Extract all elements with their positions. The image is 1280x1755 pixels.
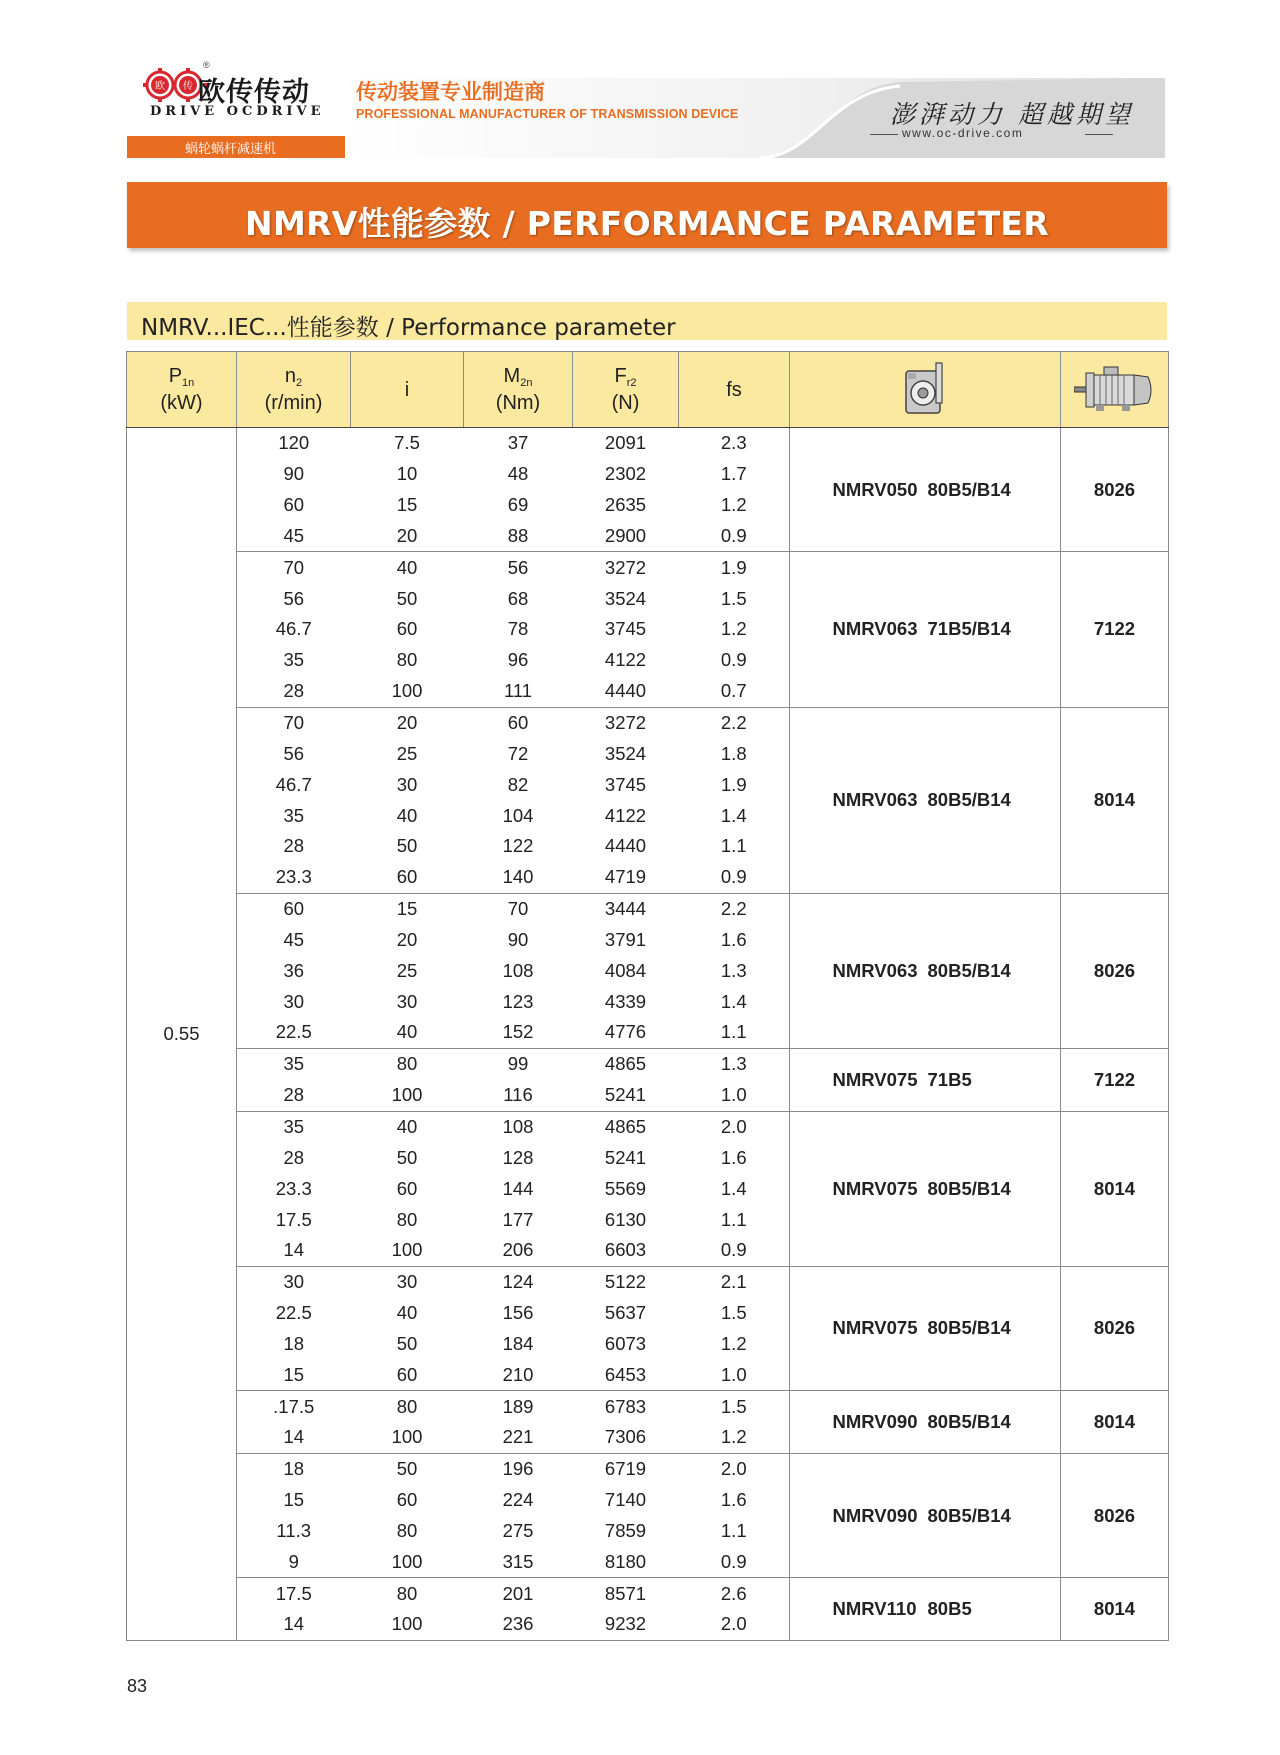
cell-fs: 2.1 (679, 1266, 790, 1297)
cell-fs: 2.0 (679, 1111, 790, 1142)
cell-n2: 35 (237, 645, 351, 676)
cell-fr2: 5122 (573, 1266, 679, 1297)
table-row (127, 707, 1169, 738)
model-name: NMRV063 (832, 618, 918, 640)
cell-m2n: 184 (502, 1332, 534, 1354)
cell-fs: 1.0 (679, 1359, 790, 1390)
model-cell (790, 1453, 1061, 1577)
cell-ratio: 15 (351, 893, 464, 924)
cell-fr2: 8571 (573, 1578, 679, 1609)
cell-fr2: 2900 (604, 524, 647, 546)
cell-ratio: 100 (351, 1609, 464, 1640)
table-row (127, 1578, 1169, 1609)
cell-n2: 28 (237, 1142, 351, 1173)
cell-n2: 46.7 (237, 614, 351, 645)
cell-n2: 30 (237, 986, 351, 1017)
logo-english-name: DRIVE OCDRIVE (150, 104, 325, 119)
cell-ratio: 40 (396, 804, 418, 826)
cell-n2: 30 (237, 1266, 351, 1297)
cell-ratio: 100 (391, 680, 423, 702)
cell-n2: 60 (237, 893, 351, 924)
cell-n2: 28 (237, 831, 351, 862)
cell-n2: 14 (237, 1609, 351, 1640)
cell-fr2: 5241 (604, 1084, 647, 1106)
cell-ratio: 100 (391, 1550, 423, 1572)
cell-m2n: 99 (464, 1048, 573, 1079)
cell-m2n: 224 (502, 1489, 534, 1511)
model-name: NMRV063 (832, 789, 918, 811)
model-flange: 80B5/B14 (927, 1317, 1011, 1339)
cell-ratio: 100 (391, 1426, 423, 1448)
cell-fs: 1.7 (679, 459, 790, 490)
table-row (127, 1266, 1169, 1297)
model-flange: 71B5/B14 (927, 618, 1011, 640)
cell-n2: 120 (237, 428, 351, 459)
cell-fs: 2.3 (679, 428, 790, 459)
cell-m2n: 128 (502, 1146, 534, 1168)
cell-ratio: 20 (351, 707, 464, 738)
header-fs: fs (679, 352, 790, 428)
cell-ratio: 80 (351, 1391, 464, 1422)
cell-n2: 45 (237, 925, 351, 956)
motor-code-cell: 7122 (1061, 552, 1169, 707)
model-flange: 80B5/B14 (927, 789, 1011, 811)
header-fr2: $F_{r2}$ (N) (573, 352, 679, 428)
cell-n2: 36 (237, 955, 351, 986)
power-cell: 0.55 (127, 428, 237, 1641)
cell-ratio: 20 (396, 524, 418, 546)
cell-n2: 28 (237, 1080, 351, 1111)
cell-m2n: 116 (503, 1084, 533, 1106)
cell-ratio: 40 (351, 552, 464, 583)
cell-ratio: 30 (396, 773, 418, 795)
cell-fs: 1.4 (679, 1173, 790, 1204)
section-subtitle: NMRV...IEC...性能参数 / Performance parameter (141, 315, 676, 341)
cell-m2n: 201 (464, 1578, 573, 1609)
cell-fs: 2.0 (679, 1609, 790, 1640)
cell-fr2: 3745 (604, 773, 647, 795)
cell-fs: 1.1 (679, 1017, 790, 1048)
model-name: NMRV050 (832, 478, 918, 500)
model-cell (790, 1266, 1061, 1390)
cell-n2: 70 (237, 707, 351, 738)
cell-fr2: 4122 (604, 649, 647, 671)
worm-gearbox-icon (902, 361, 948, 419)
cell-m2n: 108 (502, 959, 534, 981)
cell-fs: 1.3 (679, 1048, 790, 1079)
model-cell (790, 1111, 1061, 1266)
cell-n2: 18 (237, 1328, 351, 1359)
motor-code-cell: 8026 (1061, 1266, 1169, 1390)
cell-n2: 15 (237, 1485, 351, 1516)
cell-m2n: 96 (507, 649, 529, 671)
cell-fr2: 4339 (604, 990, 647, 1012)
title-band (127, 182, 1167, 248)
website-link[interactable]: www.oc-drive.com (902, 126, 1024, 140)
cell-fs: 1.2 (679, 1422, 790, 1453)
cell-fs: 1.9 (679, 769, 790, 800)
cell-m2n: 70 (464, 893, 573, 924)
model-flange: 80B5/B14 (927, 959, 1011, 981)
tagline-english: PROFESSIONAL MANUFACTURER OF TRANSMISSION DEVICE (356, 107, 739, 121)
cell-ratio: 100 (391, 1239, 423, 1261)
cell-m2n: 275 (502, 1519, 534, 1541)
cell-n2: .17.5 (237, 1391, 351, 1422)
cell-fs: 1.3 (679, 955, 790, 986)
cell-fs: 1.5 (679, 583, 790, 614)
header-ratio: i (351, 352, 464, 428)
cell-ratio: 50 (396, 587, 418, 609)
cell-m2n: 56 (464, 552, 573, 583)
cell-fr2: 4440 (604, 680, 647, 702)
cell-fs: 0.9 (679, 1235, 790, 1266)
cell-fr2: 6603 (604, 1239, 647, 1261)
cell-n2: 45 (237, 521, 351, 552)
cell-ratio: 80 (351, 1048, 464, 1079)
cell-fs: 1.2 (679, 614, 790, 645)
cell-m2n: 152 (502, 1021, 534, 1043)
cell-m2n: 48 (507, 463, 529, 485)
logo-chinese-name: 欧传传动 (198, 77, 310, 108)
registered-mark: ® (203, 60, 210, 70)
cell-ratio: 60 (396, 1177, 418, 1199)
cell-fr2: 3745 (604, 618, 647, 640)
cell-m2n: 236 (464, 1609, 573, 1640)
model-cell (790, 1391, 1061, 1454)
page-title: NMRV性能参数 / PERFORMANCE PARAMETER (245, 204, 1049, 243)
cell-m2n: 90 (507, 928, 529, 950)
cell-m2n: 108 (464, 1111, 573, 1142)
cell-fr2: 4440 (604, 835, 647, 857)
model-cell (790, 893, 1061, 1048)
cell-fr2: 7140 (604, 1489, 647, 1511)
model-cell (790, 428, 1061, 552)
cell-ratio: 20 (396, 928, 418, 950)
cell-n2: 17.5 (237, 1204, 351, 1235)
motor-code-cell: 8014 (1061, 1578, 1169, 1641)
motor-code-cell: 8014 (1061, 1391, 1169, 1454)
cell-n2: 35 (237, 800, 351, 831)
cell-fs: 2.2 (679, 707, 790, 738)
cell-fs: 1.4 (679, 800, 790, 831)
cell-n2: 22.5 (237, 1298, 351, 1329)
cell-ratio: 40 (396, 1302, 418, 1324)
cell-fr2: 4776 (604, 1021, 647, 1043)
cell-fr2: 3524 (604, 587, 647, 609)
motor-code-cell: 8026 (1061, 1453, 1169, 1577)
cell-m2n: 140 (502, 866, 534, 888)
table-body (127, 428, 1169, 1641)
model-name: NMRV090 (832, 1411, 918, 1432)
cell-fr2: 3272 (573, 552, 679, 583)
cell-m2n: 68 (507, 587, 529, 609)
cell-fr2: 9232 (573, 1609, 679, 1640)
logo-badge-right: 传 (183, 81, 193, 92)
cell-fr2: 3524 (604, 742, 647, 764)
cell-fr2: 4084 (604, 959, 647, 981)
model-flange: 80B5/B14 (927, 1177, 1011, 1199)
cell-fr2: 4719 (604, 866, 647, 888)
model-cell (790, 707, 1061, 893)
model-flange: 80B5/B14 (927, 1504, 1011, 1526)
table-row (127, 1111, 1169, 1142)
table-row (127, 1048, 1169, 1079)
cell-m2n: 189 (464, 1391, 573, 1422)
motor-code-cell: 8014 (1061, 1111, 1169, 1266)
cell-ratio: 25 (396, 959, 418, 981)
cell-m2n: 37 (464, 428, 573, 459)
cell-ratio: 50 (351, 1453, 464, 1484)
cell-fs: 2.0 (679, 1453, 790, 1484)
cell-fs: 1.6 (679, 925, 790, 956)
cell-fr2: 4865 (573, 1111, 679, 1142)
cell-m2n: 69 (507, 494, 529, 516)
cell-n2: 70 (237, 552, 351, 583)
cell-m2n: 104 (502, 804, 534, 826)
model-cell (790, 1048, 1061, 1111)
cell-m2n: 206 (502, 1239, 534, 1261)
model-name: NMRV090 (832, 1504, 918, 1526)
header-motor (1061, 352, 1169, 428)
model-cell (790, 552, 1061, 707)
cell-ratio: 60 (396, 1489, 418, 1511)
model-name: NMRV075 (832, 1068, 918, 1090)
table-row (127, 1391, 1169, 1422)
cell-ratio: 60 (396, 866, 418, 888)
cell-ratio: 80 (396, 1519, 418, 1541)
slogan: 澎湃动力 超越期望 (890, 100, 1134, 129)
model-name: NMRV063 (832, 959, 918, 981)
cell-ratio: 60 (396, 1363, 418, 1385)
cell-fs: 1.0 (679, 1080, 790, 1111)
cell-m2n: 315 (502, 1550, 534, 1572)
cell-m2n: 196 (464, 1453, 573, 1484)
performance-table (126, 351, 1169, 1641)
cell-fs: 0.9 (679, 1546, 790, 1577)
cell-n2: 14 (237, 1422, 351, 1453)
model-flange: 80B5 (927, 1598, 972, 1620)
cell-ratio: 80 (351, 1578, 464, 1609)
table-header-row (127, 352, 1169, 428)
cell-ratio: 30 (396, 990, 418, 1012)
cell-fs: 0.9 (679, 521, 790, 552)
table-row (127, 1453, 1169, 1484)
cell-n2: 35 (237, 1048, 351, 1079)
header-m2n: $M_{2n}$ (Nm) (464, 352, 573, 428)
cell-ratio: 25 (396, 742, 418, 764)
model-cell (790, 1578, 1061, 1641)
cell-fs: 2.2 (679, 893, 790, 924)
cell-fs: 1.1 (679, 1204, 790, 1235)
logo-badge-left: 欧 (155, 81, 165, 92)
cell-n2: 14 (237, 1235, 351, 1266)
cell-ratio: 40 (396, 1021, 418, 1043)
cell-fs: 1.5 (679, 1391, 790, 1422)
cell-m2n: 60 (464, 707, 573, 738)
model-flange: 80B5/B14 (927, 1411, 1011, 1432)
subtitle-band (127, 302, 1167, 340)
cell-n2: 18 (237, 1453, 351, 1484)
tagline-chinese: 传动装置专业制造商 (356, 80, 545, 104)
motor-code-cell: 8026 (1061, 893, 1169, 1048)
cell-fr2: 3272 (573, 707, 679, 738)
cell-fr2: 4122 (604, 804, 647, 826)
cell-fr2: 4865 (573, 1048, 679, 1079)
cell-n2: 46.7 (237, 769, 351, 800)
cell-m2n: 144 (502, 1177, 534, 1199)
website-rule-left (870, 134, 898, 135)
cell-m2n: 156 (502, 1302, 534, 1324)
cell-n2: 60 (237, 490, 351, 521)
model-name: NMRV110 (832, 1598, 917, 1620)
cell-fr2: 3444 (573, 893, 679, 924)
cell-n2: 35 (237, 1111, 351, 1142)
cell-fr2: 5241 (604, 1146, 647, 1168)
cell-fr2: 6073 (604, 1332, 647, 1354)
header-p1n: $P_{1n}$ (kW) (127, 352, 237, 428)
cell-ratio: 60 (396, 618, 418, 640)
cell-ratio: 40 (351, 1111, 464, 1142)
cell-m2n: 72 (507, 742, 529, 764)
cell-fs: 1.4 (679, 986, 790, 1017)
cell-fs: 1.6 (679, 1142, 790, 1173)
model-flange: 71B5 (927, 1068, 972, 1090)
cell-n2: 23.3 (237, 862, 351, 893)
cell-fs: 0.9 (679, 645, 790, 676)
electric-motor-icon (1074, 365, 1156, 415)
cell-fr2: 2091 (573, 428, 679, 459)
cell-m2n: 210 (502, 1363, 534, 1385)
cell-fr2: 7306 (604, 1426, 647, 1448)
cell-m2n: 177 (502, 1208, 534, 1230)
cell-m2n: 124 (464, 1266, 573, 1297)
cell-fr2: 6453 (604, 1363, 647, 1385)
table-row (127, 893, 1169, 924)
header-gearbox (790, 352, 1061, 428)
cell-ratio: 15 (396, 494, 418, 516)
cell-n2: 56 (237, 738, 351, 769)
cell-fs: 1.8 (679, 738, 790, 769)
cell-m2n: 88 (507, 524, 529, 546)
cell-fs: 1.2 (679, 1328, 790, 1359)
cell-fr2: 2635 (604, 494, 647, 516)
model-flange: 80B5/B14 (927, 478, 1011, 500)
cell-m2n: 82 (507, 773, 529, 795)
cell-fr2: 6783 (573, 1391, 679, 1422)
cell-n2: 90 (237, 459, 351, 490)
cell-ratio: 80 (396, 649, 418, 671)
motor-code-cell: 8014 (1061, 707, 1169, 893)
cell-fr2: 5569 (604, 1177, 647, 1199)
cell-fs: 1.1 (679, 1516, 790, 1547)
table-row (127, 428, 1169, 459)
cell-n2: 56 (237, 583, 351, 614)
cell-m2n: 123 (502, 990, 534, 1012)
cell-ratio: 100 (391, 1084, 423, 1106)
cell-ratio: 30 (351, 1266, 464, 1297)
cell-ratio: 50 (396, 1332, 418, 1354)
cell-fs: 0.9 (679, 862, 790, 893)
cell-fr2: 5637 (604, 1302, 647, 1324)
category-label: 蜗轮蜗杆减速机 (185, 142, 277, 157)
cell-fr2: 2302 (604, 463, 647, 485)
cell-m2n: 221 (502, 1426, 534, 1448)
cell-ratio: 80 (396, 1208, 418, 1230)
cell-fs: 1.2 (679, 490, 790, 521)
cell-n2: 11.3 (237, 1516, 351, 1547)
cell-fs: 1.1 (679, 831, 790, 862)
cell-m2n: 111 (503, 680, 533, 702)
motor-code-cell: 8026 (1061, 428, 1169, 552)
cell-fr2: 6719 (573, 1453, 679, 1484)
cell-ratio: 7.5 (351, 428, 464, 459)
cell-n2: 28 (237, 676, 351, 707)
cell-n2: 23.3 (237, 1173, 351, 1204)
website-rule-right (1085, 134, 1113, 135)
cell-n2: 22.5 (237, 1017, 351, 1048)
motor-code-cell: 7122 (1061, 1048, 1169, 1111)
cell-fs: 1.9 (679, 552, 790, 583)
cell-n2: 9 (237, 1546, 351, 1577)
page-number: 83 (127, 1676, 148, 1696)
cell-fs: 1.5 (679, 1298, 790, 1329)
cell-fs: 1.6 (679, 1485, 790, 1516)
cell-ratio: 10 (396, 463, 418, 485)
cell-ratio: 50 (396, 835, 418, 857)
cell-n2: 15 (237, 1359, 351, 1390)
cell-fr2: 7859 (604, 1519, 647, 1541)
table-row (127, 552, 1169, 583)
cell-m2n: 122 (502, 835, 534, 857)
cell-fr2: 6130 (604, 1208, 647, 1230)
cell-ratio: 50 (396, 1146, 418, 1168)
cell-fs: 0.7 (679, 676, 790, 707)
model-name: NMRV075 (832, 1317, 918, 1339)
model-name: NMRV075 (832, 1177, 918, 1199)
cell-fr2: 3791 (604, 928, 647, 950)
cell-fs: 2.6 (679, 1578, 790, 1609)
header-n2: $n_2$ (r/min) (237, 352, 351, 428)
cell-n2: 17.5 (237, 1578, 351, 1609)
cell-m2n: 78 (507, 618, 529, 640)
cell-fr2: 8180 (604, 1550, 647, 1572)
